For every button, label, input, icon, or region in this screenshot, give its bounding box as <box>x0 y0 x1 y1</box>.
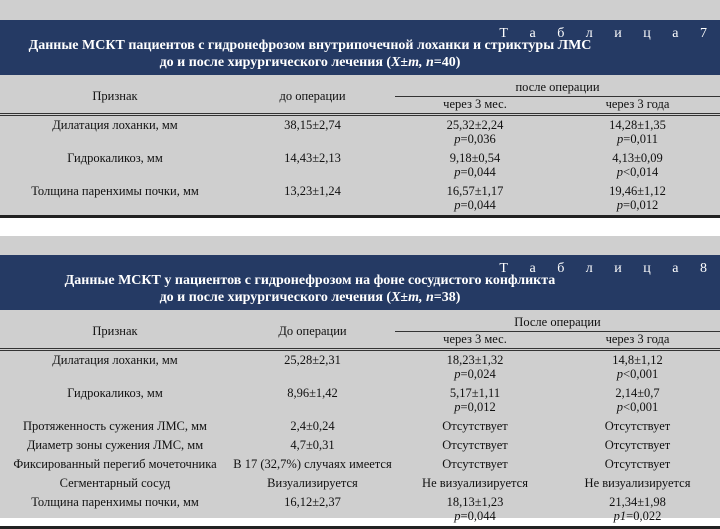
cell-value: Не визуализируется <box>422 476 528 490</box>
cell-m3 <box>395 182 555 217</box>
cell-value: 14,43±2,13 <box>284 151 341 165</box>
cell-feature <box>0 493 230 528</box>
cell-value: Гидрокаликоз, мм <box>67 386 163 400</box>
cell-y3 <box>555 149 720 182</box>
p-value <box>395 165 555 179</box>
cell-value: 5,17±1,11 <box>449 386 501 400</box>
p-value <box>395 132 555 146</box>
cell-m3 <box>395 115 555 150</box>
p-letter: p1 <box>613 509 627 523</box>
cell-value: Сегментарный сосуд <box>59 476 171 490</box>
cell-value: 18,13±1,23 <box>446 495 504 509</box>
p-value <box>555 509 720 523</box>
cell-value: Отсутствует <box>442 457 508 471</box>
table-7-label: Т а б л и ц а 7 <box>499 26 716 41</box>
p-number: <0,001 <box>623 367 659 381</box>
cell-y3 <box>555 493 720 528</box>
table-row <box>0 417 720 436</box>
table-8-panel <box>0 236 720 523</box>
p-number: =0,012 <box>623 198 659 212</box>
cell-value: 4,13±0,09 <box>612 151 663 165</box>
cell-m3 <box>395 474 555 493</box>
p-value <box>555 367 720 381</box>
p-letter: p <box>616 198 624 212</box>
table-7-header-band <box>0 20 720 75</box>
header-before: До операции <box>278 323 347 338</box>
table-row <box>0 182 720 217</box>
p-value <box>555 400 720 414</box>
p-value <box>395 198 555 212</box>
cell-before <box>230 115 395 150</box>
p-letter: p <box>616 165 624 179</box>
cell-feature <box>0 455 230 474</box>
header-after-3m: через 3 мес. <box>395 97 555 115</box>
header-after-3y: через 3 года <box>555 332 720 350</box>
cell-before <box>230 417 395 436</box>
cell-y3 <box>555 474 720 493</box>
table-8 <box>0 310 720 529</box>
cell-before <box>230 436 395 455</box>
cell-y3 <box>555 436 720 455</box>
cell-value: Толщина паренхимы почки, мм <box>31 184 199 198</box>
cell-value: Фиксированный перегиб мочеточника <box>13 457 217 471</box>
cell-value: Отсутствует <box>442 419 508 433</box>
header-after: После операции <box>514 315 601 329</box>
title-line-2 <box>0 289 620 306</box>
cell-value: Отсутствует <box>604 438 671 452</box>
cell-feature <box>0 350 230 385</box>
cell-y3 <box>555 115 720 150</box>
cell-y3 <box>555 455 720 474</box>
cell-value: 21,34±1,98 <box>609 495 666 509</box>
title-suffix: =38) <box>433 290 461 305</box>
cell-value: 25,28±2,31 <box>284 353 341 367</box>
p-number: =0,044 <box>460 165 496 179</box>
cell-value: 4,7±0,31 <box>290 438 335 452</box>
p-number: =0,044 <box>460 509 496 523</box>
p-letter: p <box>454 132 461 146</box>
cell-value: 2,4±0,24 <box>290 419 335 433</box>
cell-before <box>230 384 395 417</box>
p-value <box>555 132 720 146</box>
cell-before <box>230 474 395 493</box>
table-8-header-band <box>0 255 720 310</box>
cell-value: 16,12±2,37 <box>284 495 341 509</box>
p-letter: p <box>454 165 461 179</box>
p-number: =0,024 <box>460 367 496 381</box>
title-suffix: =40) <box>433 55 461 70</box>
cell-value: Визуализируется <box>267 476 358 490</box>
cell-value: Дилатация лоханки, мм <box>52 353 178 367</box>
cell-m3 <box>395 455 555 474</box>
p-letter: p <box>454 198 461 212</box>
title-line-1: Данные МСКТ у пациентов с гидронефрозом на фоне сосудистого конфликта <box>64 273 556 288</box>
table-row <box>0 436 720 455</box>
header-after-3y: через 3 года <box>555 97 720 115</box>
cell-value: Диаметр зоны сужения ЛМС, мм <box>26 438 204 452</box>
cell-y3 <box>555 384 720 417</box>
cell-feature <box>0 384 230 417</box>
p-number: <0,014 <box>623 165 659 179</box>
cell-value: 9,18±0,54 <box>449 151 501 165</box>
cell-feature <box>0 149 230 182</box>
cell-value: Отсутствует <box>604 419 671 433</box>
cell-m3 <box>395 493 555 528</box>
cell-value: 38,15±2,74 <box>284 118 341 132</box>
p-value <box>395 400 555 414</box>
table-row <box>0 455 720 474</box>
cell-feature <box>0 182 230 217</box>
table-row <box>0 384 720 417</box>
cell-m3 <box>395 417 555 436</box>
cell-value: Гидрокаликоз, мм <box>67 151 163 165</box>
cell-value: 14,28±1,35 <box>609 118 666 132</box>
title-prefix: до и после хирургического лечения ( <box>159 55 392 70</box>
cell-value: 13,23±1,24 <box>284 184 341 198</box>
header-feature: Признак <box>92 88 138 103</box>
cell-value: 25,32±2,24 <box>446 118 504 132</box>
cell-m3 <box>395 350 555 385</box>
cell-m3 <box>395 149 555 182</box>
header-after: после операции <box>515 80 600 94</box>
cell-value: Протяженность сужения ЛМС, мм <box>23 419 207 433</box>
p-number: =0,044 <box>460 198 496 212</box>
p-letter: p <box>454 400 461 414</box>
cell-value: Отсутствует <box>604 457 671 471</box>
cell-feature <box>0 474 230 493</box>
table-8-label: Т а б л и ц а 8 <box>499 261 716 276</box>
cell-before <box>230 350 395 385</box>
table-row <box>0 493 720 528</box>
table-row <box>0 115 720 150</box>
cell-value: 2,14±0,7 <box>615 386 660 400</box>
cell-value: 16,57±1,17 <box>446 184 504 198</box>
p-value <box>555 198 720 212</box>
p-value <box>395 367 555 381</box>
header-before: до операции <box>279 88 346 103</box>
table-8-title <box>0 272 620 306</box>
title-line-2 <box>0 54 620 71</box>
cell-before <box>230 149 395 182</box>
cell-feature <box>0 115 230 150</box>
cell-y3 <box>555 417 720 436</box>
p-letter: p <box>454 367 461 381</box>
cell-y3 <box>555 182 720 217</box>
cell-m3 <box>395 436 555 455</box>
p-number: =0,036 <box>460 132 496 146</box>
p-number: =0,011 <box>623 132 658 146</box>
title-prefix: до и после хирургического лечения ( <box>159 290 392 305</box>
p-letter: p <box>454 509 461 523</box>
p-number: =0,012 <box>460 400 496 414</box>
p-letter: p <box>617 132 624 146</box>
cell-value: 14,8±1,12 <box>612 353 663 367</box>
cell-before <box>230 493 395 528</box>
title-line-1: Данные МСКТ пациентов с гидронефрозом внутрипочечной лоханки и стриктуры ЛМС <box>28 38 592 53</box>
p-value <box>555 165 720 179</box>
header-after-3m: через 3 мес. <box>395 332 555 350</box>
cell-value: Дилатация лоханки, мм <box>52 118 178 132</box>
header-feature: Признак <box>92 323 138 338</box>
table-row <box>0 474 720 493</box>
cell-feature <box>0 417 230 436</box>
p-letter: p <box>616 367 624 381</box>
table-row <box>0 350 720 385</box>
table-row <box>0 149 720 182</box>
cell-before <box>230 182 395 217</box>
title-stat: X±m, n <box>391 290 434 305</box>
cell-value: Отсутствует <box>442 438 508 452</box>
cell-value: Не визуализируется <box>584 476 691 490</box>
cell-value: 18,23±1,32 <box>446 353 504 367</box>
cell-before <box>230 455 395 474</box>
cell-y3 <box>555 350 720 385</box>
p-letter: p <box>616 400 624 414</box>
p-value <box>395 509 555 523</box>
cell-value: Толщина паренхимы почки, мм <box>31 495 199 509</box>
cell-value: 19,46±1,12 <box>609 184 666 198</box>
p-number: <0,001 <box>623 400 659 414</box>
table-7-panel <box>0 0 720 218</box>
cell-value: В 17 (32,7%) случаях имеется <box>233 457 392 471</box>
cell-feature <box>0 436 230 455</box>
table-7-title <box>0 37 620 71</box>
title-stat: X±m, n <box>391 55 434 70</box>
cell-m3 <box>395 384 555 417</box>
p-number: =0,022 <box>626 509 662 523</box>
cell-value: 8,96±1,42 <box>287 386 338 400</box>
table-7 <box>0 75 720 218</box>
